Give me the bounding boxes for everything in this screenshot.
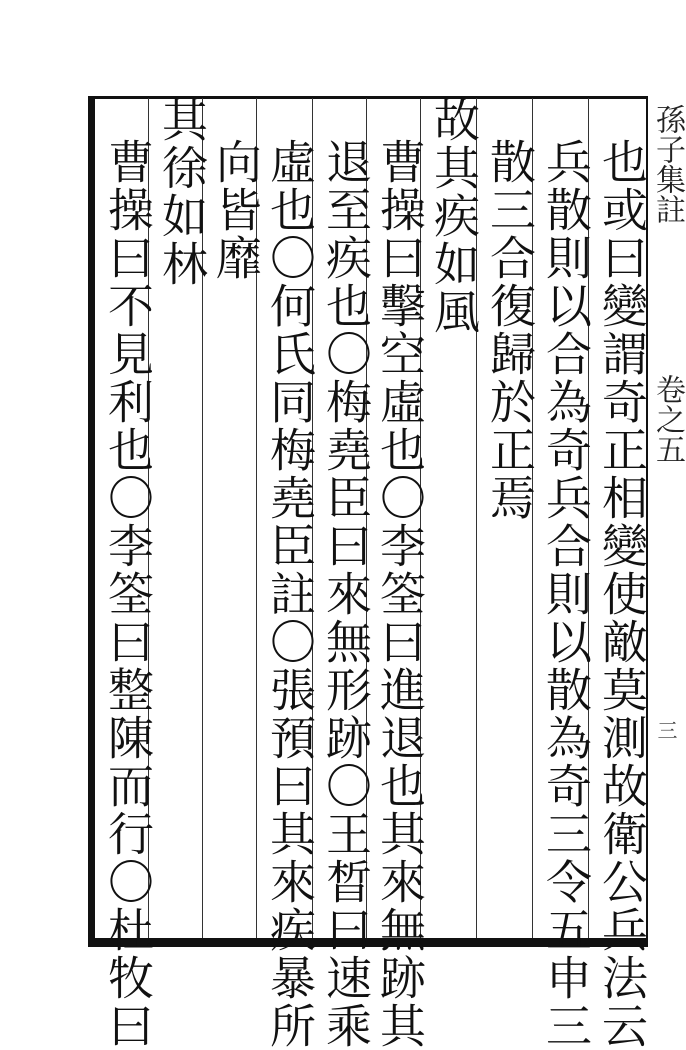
book-title: 孫子集註 (650, 104, 685, 224)
text-column-2: 兵散則以合為奇兵合則以散為奇三令五申三 (539, 138, 593, 1050)
text-column-5: 曹操曰擊空虛也〇李筌曰進退也其來無跡其 (373, 138, 427, 1050)
text-column-6: 退至疾也〇梅堯臣曰來無形跡〇王晳曰速乘 (319, 138, 373, 1050)
margin-header (650, 104, 684, 464)
text-column-1: 也或曰變謂奇正相變使敵莫測故衛公兵法云 (595, 138, 649, 1050)
text-column-7: 虛也〇何氏同梅堯臣註〇張預曰其來疾暴所 (263, 138, 317, 1050)
text-column-4: 故其疾如風 (427, 96, 481, 336)
text-column-8: 向皆靡 (209, 138, 263, 282)
left-border-rule (88, 96, 95, 947)
folio-number: 三 (654, 720, 678, 740)
volume-label: 卷之五 (650, 374, 685, 464)
text-column-3: 散三合復歸於正焉 (483, 138, 537, 522)
text-column-10: 曹操曰不見利也〇李筌曰整陳而行〇杜牧曰 (101, 138, 155, 1050)
text-column-9: 其徐如林 (155, 96, 209, 288)
